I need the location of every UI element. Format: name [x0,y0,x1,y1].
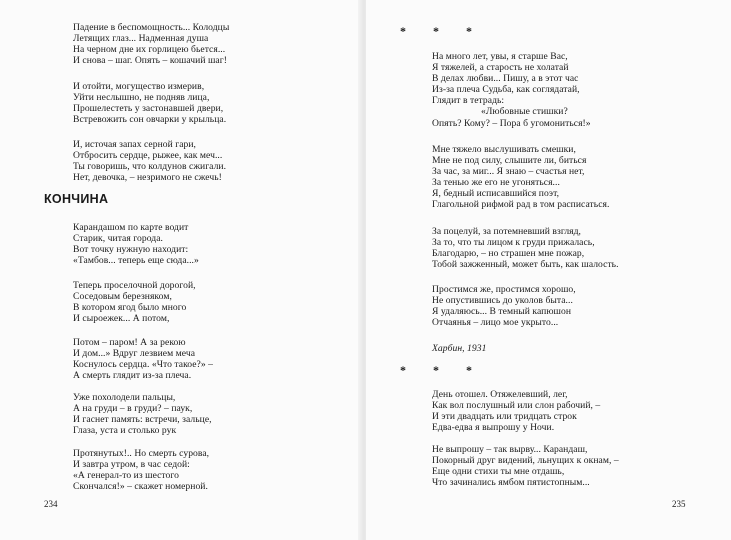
verse-line: Вот точку нужную находит: [73,244,189,256]
verse-line: Прошелестеть у застонавшей двери, [73,103,224,115]
verse-line: Падение в беспомощность... Колодцы [73,22,230,33]
verse-line: «Тамбов... теперь еще сюда...» [73,255,199,267]
verse-line: Из-за плеча Судьба, как соглядатай, [432,84,580,96]
section-stars: * * * [400,24,484,38]
verse-line: Отбросить сердце, рыжее, как меч... [73,150,223,162]
verse-line: Простимся же, простимся хорошо, [432,284,576,295]
right-stanza-3 [432,226,619,270]
verse-line: И, источая запах серной гари, [73,139,197,150]
verse-line: А на груди – в груди? – паук, [73,403,193,415]
verse-line: Мне тяжело выслушивать смешки, [432,144,576,155]
verse-line: Потом – паром! А за рекою [73,337,186,348]
verse-line: Коснулось сердца. «Что такое?» – [73,359,214,371]
right-stanza-6 [432,444,619,488]
verse-line: На много лет, увы, я старше Вас, [432,51,568,62]
left-stanza-3 [73,139,226,183]
left-stanza-7 [73,392,212,436]
verse-line: Старик, читая города. [73,233,163,245]
verse-line: Скончался!» – скажет номерной. [73,481,208,493]
left-stanza-1 [73,22,229,66]
verse-line: Еще одни стихи ты мне отдашь, [432,466,565,478]
poem-signature: Харбин, 1931 [432,343,487,354]
verse-line: Как вол послушный или слон рабочий, – [432,400,601,412]
verse-line: Я, бедный исписавшийся поэт, [432,188,560,200]
verse-line: Едва-едва я выпрошу у Ночи. [432,422,555,434]
left-stanza-4 [73,222,199,266]
verse-line: Покорный друг видений, льнущих к окнам, – [432,455,619,467]
verse-line: Не выпрошу – так вырву... Карандаш, [432,444,588,455]
right-stanza-2 [432,144,609,211]
verse-line: Я удаляюсь... В темный капюшон [432,306,572,318]
verse-line: «А генерал-то из шестого [73,470,179,482]
verse-line: Глаза, уста и столько рук [73,425,177,437]
verse-line: Опять? Кому? – Пора б угомониться!» [432,117,591,129]
verse-line: А смерть глядит из-за плеча. [73,370,192,382]
verse-line: И гаснет память: встречи, зальце, [73,414,212,426]
verse-line: Соседовым березняком, [73,291,172,303]
verse-line: И эти двадцать или тридцать строк [432,411,577,423]
verse-line: Глагольной рифмой рад в том расписаться. [432,199,610,211]
verse-line: Карандашом по карте водит [73,222,189,233]
verse-line: День отошел. Отяжелевший, лег, [432,389,568,400]
verse-line: И завтра утром, в час седой: [73,459,190,471]
section-stars: * * * [400,363,484,377]
verse-line: Уйти неслышно, не подняв лица, [73,92,210,104]
verse-line: Отчаянья – лицо мое укрыто... [432,317,559,329]
verse-line: За час, за миг... Я знаю – счастья нет, [432,166,585,178]
right-stanza-5 [432,389,600,433]
verse-line: Я тяжелей, а старость не холатай [432,62,569,74]
verse-line: За поцелуй, за потемневший взгляд, [432,226,581,237]
verse-line: В котором ягод было много [73,302,187,314]
page-number-left: 234 [44,499,58,509]
verse-line: Благодарю, – но страшен мне пожар, [432,248,585,260]
verse-line: За то, что ты лицом к груди прижалась, [432,237,595,249]
left-stanza-6 [73,337,213,381]
left-stanza-2 [73,81,226,125]
verse-line: Мне не под силу, слышите ли, биться [432,155,587,167]
verse-line: Встревожить сон овчарки у крыльца. [73,114,227,126]
verse-line: В делах любви... Пишу, а в этот час [432,73,579,85]
verse-line: За тенью же его не угоняться... [432,177,560,189]
verse-line: «Любовные стишки? [481,106,568,118]
right-stanza-1 [432,51,591,129]
verse-line: Что зачинались ямбом пятистопным... [432,477,590,489]
verse-line: Уже похолодели пальцы, [73,392,176,403]
verse-line: Нет, девочка, – незримого не сжечь! [73,172,222,184]
verse-line: Теперь проселочной дорогой, [73,280,196,291]
verse-line: И дом...» Вдруг лезвием меча [73,348,196,360]
verse-line: Протянутых!.. Но смерть сурова, [73,448,210,459]
left-stanza-5 [73,280,196,324]
verse-line: Глядит в тетрадь: [432,95,505,107]
verse-line: И сыроежек... А потом, [73,313,170,325]
page-number-right: 235 [672,499,686,509]
verse-line: Не опустившись до уколов быта... [432,295,573,307]
verse-line: На черном дне их горлицею бьется... [73,44,226,56]
verse-line: И отойти, могущество измерив, [73,81,205,92]
verse-line: Ты говоришь, что колдунов сжигали. [73,161,227,173]
verse-line: Тобой зажженный, может быть, как шалость. [432,259,619,271]
verse-line: И снова – шаг. Опять – кошачий шаг! [73,55,227,67]
left-stanza-8 [73,448,209,492]
verse-line: Летящих глаз... Надменная душа [73,33,209,45]
right-stanza-4 [432,284,576,328]
poem-title: КОНЧИНА [44,192,109,206]
